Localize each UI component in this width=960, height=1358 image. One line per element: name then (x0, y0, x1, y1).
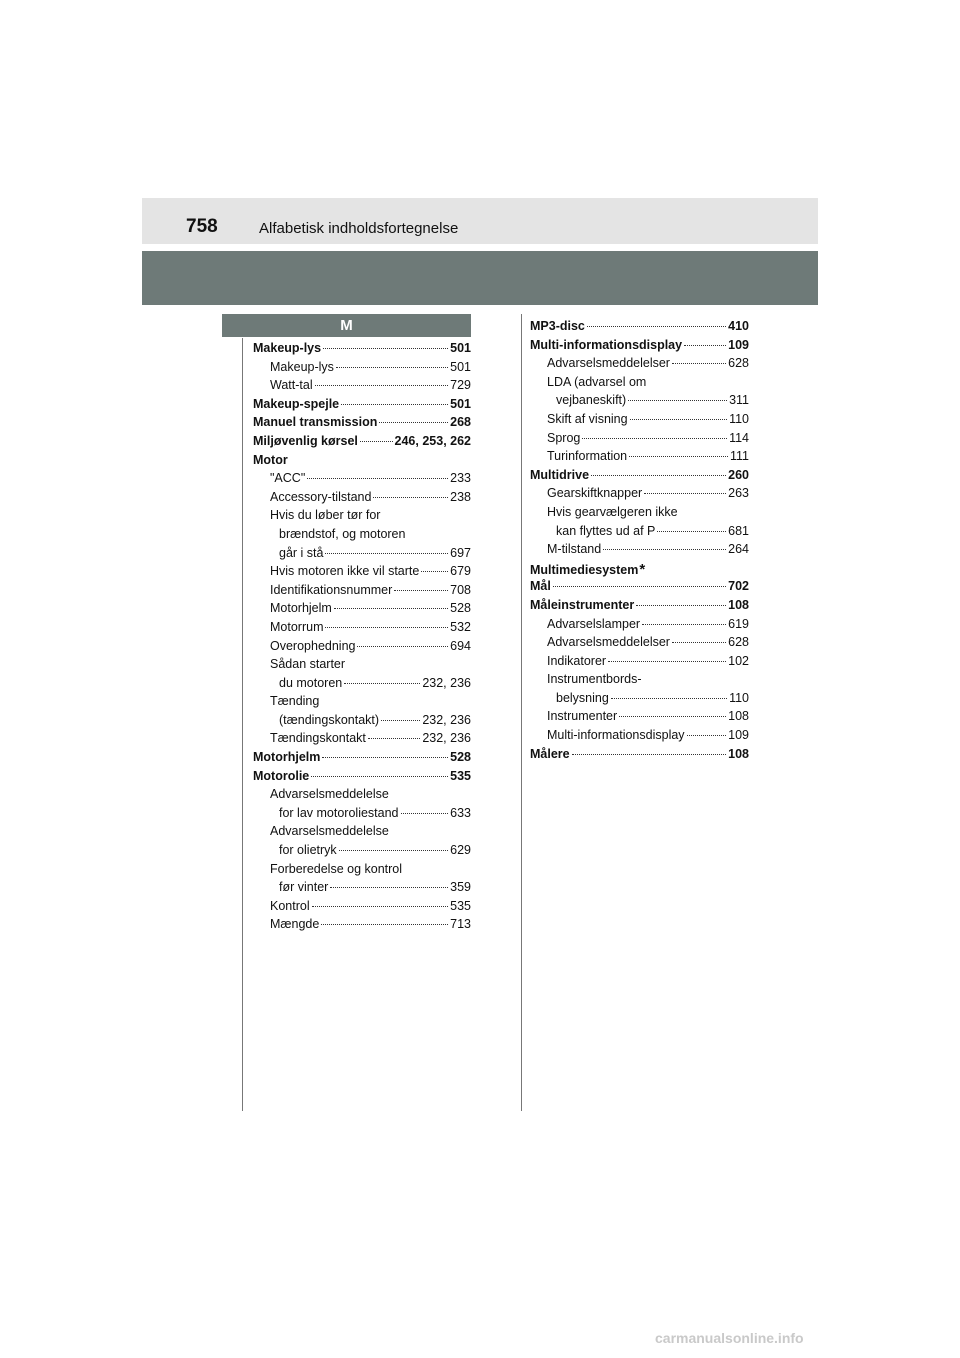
entry-page: 532 (450, 619, 471, 634)
dot-leader (360, 441, 393, 442)
index-entry (253, 490, 471, 509)
entry-page: 535 (450, 898, 471, 913)
entry-page: 263 (728, 486, 749, 501)
entry-label: Hvis motoren ikke vil starte (270, 564, 420, 579)
header-band (142, 198, 818, 244)
index-entry (253, 546, 471, 565)
entry-label: Makeup-lys (270, 359, 334, 374)
index-entry (530, 542, 749, 561)
index-entry (253, 862, 471, 881)
index-entry (530, 635, 749, 654)
entry-label: belysning (556, 690, 609, 705)
dot-leader (381, 720, 420, 721)
entry-label: Motorhjelm (253, 750, 321, 765)
entry-page: 264 (728, 542, 749, 557)
index-entry (253, 713, 471, 732)
entry-page: 619 (728, 616, 749, 631)
entry-page: 268 (450, 415, 471, 430)
entry-label: Multi-informationsdisplay (530, 337, 683, 352)
dot-leader (630, 419, 727, 420)
entry-page: 628 (728, 356, 749, 371)
entry-label: Multi-informationsdisplay (547, 728, 685, 743)
dot-leader (608, 661, 726, 662)
entry-label: du motoren (279, 675, 343, 690)
entry-label: Hvis du løber tør for (270, 508, 381, 523)
dot-leader (657, 531, 726, 532)
index-entry (253, 601, 471, 620)
entry-page: 246, 253, 262 (394, 433, 471, 448)
entry-label: Mål (530, 579, 551, 594)
footnote-star: * (639, 560, 646, 578)
index-entry (253, 787, 471, 806)
entry-label: Makeup-spejle (253, 396, 340, 411)
dot-leader (357, 646, 448, 647)
section-letter-tab: M (222, 314, 471, 337)
entry-label: for lav motoroliestand (279, 805, 399, 820)
entry-label: Motor (253, 452, 288, 467)
index-entry (530, 691, 749, 710)
dot-leader (642, 624, 726, 625)
dot-leader (572, 754, 727, 755)
entry-label: Tænding (270, 694, 320, 709)
entry-label: Forberedelse og kontrol (270, 861, 403, 876)
entry-label: LDA (advarsel om (547, 374, 647, 389)
dot-leader (636, 605, 726, 606)
index-entry (530, 449, 749, 468)
dot-leader (307, 478, 448, 479)
index-entry (253, 415, 471, 434)
entry-page: 260 (728, 467, 749, 482)
dot-leader (311, 776, 448, 777)
index-entry (253, 769, 471, 788)
entry-page: 629 (450, 843, 471, 858)
dot-leader (330, 887, 448, 888)
entry-label: Hvis gearvælgeren ikke (547, 504, 678, 519)
entry-label: Instrumentbords- (547, 672, 642, 687)
index-entry (530, 431, 749, 450)
index-entry (530, 728, 749, 747)
entry-page: 713 (450, 917, 471, 932)
entry-label: Indikatorer (547, 653, 607, 668)
index-entry (530, 505, 749, 524)
entry-page: 708 (450, 582, 471, 597)
index-entry (253, 880, 471, 899)
entry-page: 111 (729, 449, 749, 464)
entry-label: Advarselsmeddelelse (270, 787, 389, 802)
index-entry (253, 508, 471, 527)
dot-leader (611, 698, 727, 699)
index-entry (253, 453, 471, 472)
index-entry (253, 657, 471, 676)
entry-label: Måleinstrumenter (530, 597, 635, 612)
dot-leader (628, 400, 727, 401)
entry-label: Multidrive (530, 467, 590, 482)
entry-page: 102 (728, 653, 749, 668)
dot-leader (603, 549, 726, 550)
index-entry (253, 397, 471, 416)
dot-leader (421, 571, 448, 572)
entry-page: 232, 236 (422, 712, 471, 727)
entry-label: Instrumenter (547, 709, 618, 724)
index-entry (253, 917, 471, 936)
dot-leader (644, 493, 726, 494)
entry-page: 359 (450, 880, 471, 895)
index-entry (253, 694, 471, 713)
index-entry (530, 709, 749, 728)
index-entry (253, 360, 471, 379)
dot-leader (322, 757, 448, 758)
entry-label: Motorolie (253, 768, 310, 783)
entry-label: Kontrol (270, 898, 310, 913)
dot-leader (591, 475, 726, 476)
entry-label: Overophedning (270, 638, 356, 653)
dot-leader (619, 716, 726, 717)
dot-leader (553, 586, 726, 587)
entry-label: Watt-tal (270, 378, 313, 393)
entry-label: brændstof, og motoren (279, 526, 406, 541)
index-column-left (253, 341, 471, 936)
index-entry (530, 654, 749, 673)
entry-label: Mængde (270, 917, 320, 932)
index-entry (253, 843, 471, 862)
entry-label: Målere (530, 746, 570, 761)
index-entry (530, 561, 749, 580)
dot-leader (379, 422, 448, 423)
entry-page: 109 (728, 728, 749, 743)
index-entry (253, 471, 471, 490)
index-entry (253, 824, 471, 843)
entry-label: Manuel transmission (253, 415, 378, 430)
entry-label: Gearskiftknapper (547, 486, 643, 501)
entry-label: Identifikationsnummer (270, 582, 393, 597)
entry-label: Advarselsmeddelelser (547, 356, 670, 371)
entry-label: Multimediesystem (530, 562, 639, 577)
entry-label: Makeup-lys (253, 341, 322, 355)
entry-label: før vinter (279, 880, 329, 895)
entry-page: 681 (728, 523, 749, 538)
dot-leader (339, 850, 448, 851)
index-entry (253, 583, 471, 602)
entry-page: 535 (450, 768, 471, 783)
index-entry (530, 617, 749, 636)
entry-page: 679 (450, 564, 471, 579)
dot-leader (587, 326, 726, 327)
index-entry (253, 899, 471, 918)
dot-leader (341, 404, 448, 405)
index-entry (530, 747, 749, 766)
entry-page: 311 (729, 393, 749, 408)
index-entry (530, 356, 749, 375)
dot-leader (629, 456, 728, 457)
entry-label: M-tilstand (547, 542, 602, 557)
index-entry (530, 412, 749, 431)
dot-leader (684, 345, 726, 346)
index-entry (530, 393, 749, 412)
dot-leader (394, 590, 448, 591)
index-entry (253, 731, 471, 750)
dot-leader (321, 924, 448, 925)
entry-label: Accessory-tilstand (270, 489, 372, 504)
entry-page: 108 (728, 746, 749, 761)
index-entry (253, 639, 471, 658)
index-entry (530, 598, 749, 617)
index-entry (253, 434, 471, 453)
entry-page: 232, 236 (422, 731, 471, 746)
entry-page: 697 (450, 545, 471, 560)
left-column-rule (242, 338, 243, 1111)
dot-leader (336, 367, 448, 368)
entry-page: 238 (450, 489, 471, 504)
dot-leader (373, 497, 448, 498)
entry-page: 232, 236 (422, 675, 471, 690)
index-entry (530, 524, 749, 543)
watermark: carmanualsonline.info (655, 1330, 804, 1346)
index-entry (253, 378, 471, 397)
entry-page: 108 (728, 709, 749, 724)
entry-label: Advarselsmeddelelse (270, 824, 389, 839)
index-entry (253, 676, 471, 695)
entry-page: 110 (729, 690, 749, 705)
entry-label: går i stå (279, 545, 324, 560)
entry-page: 501 (450, 359, 471, 374)
index-entry (253, 341, 471, 360)
index-entry (530, 579, 749, 598)
entry-label: Sprog (547, 430, 581, 445)
index-entry (253, 806, 471, 825)
entry-page: 110 (729, 411, 749, 426)
entry-label: Tændingskontakt (270, 731, 366, 746)
dot-leader (687, 735, 727, 736)
index-entry (530, 319, 749, 338)
section-banner (142, 251, 818, 305)
entry-label: Skift af visning (547, 411, 628, 426)
entry-label: Miljøvenlig kørsel (253, 433, 358, 448)
dot-leader (368, 738, 420, 739)
entry-page: 501 (450, 396, 471, 411)
dot-leader (672, 642, 726, 643)
index-column-right (530, 319, 749, 765)
index-entry (530, 338, 749, 357)
index-entry (253, 620, 471, 639)
index-entry (530, 486, 749, 505)
entry-label: Motorhjelm (270, 601, 332, 616)
entry-label: Turinformation (547, 449, 628, 464)
entry-page: 694 (450, 638, 471, 653)
entry-label: for olietryk (279, 843, 337, 858)
entry-label: Advarselslamper (547, 616, 641, 631)
index-entry (530, 672, 749, 691)
right-column-rule (521, 314, 522, 1111)
entry-page: 702 (728, 579, 749, 594)
entry-label: vejbaneskift) (556, 393, 627, 408)
dot-leader (325, 553, 448, 554)
index-entry (253, 527, 471, 546)
dot-leader (323, 348, 448, 349)
entry-page: 528 (450, 750, 471, 765)
entry-page: 628 (728, 635, 749, 650)
dot-leader (672, 363, 726, 364)
entry-label: (tændingskontakt) (279, 712, 380, 727)
entry-label: Advarselsmeddelelser (547, 635, 670, 650)
entry-label: "ACC" (270, 471, 306, 486)
entry-page: 729 (450, 378, 471, 393)
page-number: 758 (186, 216, 218, 237)
index-entry (253, 564, 471, 583)
index-entry (530, 375, 749, 394)
dot-leader (315, 385, 449, 386)
entry-page: 109 (728, 337, 749, 352)
dot-leader (344, 683, 420, 684)
entry-page: 108 (728, 597, 749, 612)
entry-label: MP3-disc (530, 319, 585, 333)
dot-leader (325, 627, 448, 628)
header-title: Alfabetisk indholdsfortegnelse (259, 220, 459, 237)
entry-page: 501 (450, 341, 471, 355)
entry-label: Motorrum (270, 619, 324, 634)
entry-label: Sådan starter (270, 657, 346, 672)
entry-page: 114 (729, 430, 749, 445)
entry-page: 528 (450, 601, 471, 616)
entry-page: 633 (450, 805, 471, 820)
dot-leader (401, 813, 449, 814)
index-entry (530, 468, 749, 487)
dot-leader (582, 438, 727, 439)
entry-page: 233 (450, 471, 471, 486)
dot-leader (334, 608, 448, 609)
index-entry (253, 750, 471, 769)
dot-leader (312, 906, 449, 907)
entry-label: kan flyttes ud af P (556, 523, 656, 538)
entry-page: 410 (728, 319, 749, 333)
